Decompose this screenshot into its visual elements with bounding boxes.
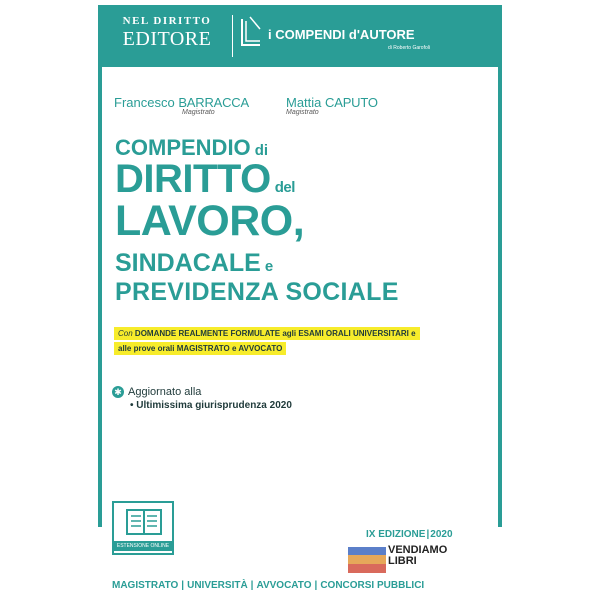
title-line4-small: e — [264, 258, 274, 275]
watermark-line2: LIBRI — [388, 555, 417, 567]
series-book-icon — [238, 15, 264, 49]
author-1-first: Francesco — [114, 95, 175, 110]
online-extension-badge — [112, 501, 174, 555]
seller-watermark — [348, 545, 458, 579]
side-strip-right — [498, 67, 502, 527]
audience-4: CONCORSI PUBBLICI — [320, 580, 425, 591]
title-line5: PREVIDENZA SOCIALE — [115, 278, 399, 306]
highlight-box — [114, 327, 494, 361]
title-line1: COMPENDIO — [115, 135, 251, 160]
edition-number: IX EDIZIONE — [366, 529, 426, 540]
publisher-line1: NEL DIRITTO — [122, 15, 212, 27]
publisher-logo — [106, 15, 228, 59]
series-curator: di Roberto Garofoli — [388, 45, 430, 51]
audience-line: MAGISTRATO | UNIVERSITÀ | AVVOCATO | CONCORSI PUBBLICI — [112, 580, 425, 591]
title-line3: LAVORO, — [115, 197, 305, 245]
highlight-line2: alle prove orali MAGISTRATO e AVVOCATO — [114, 342, 286, 355]
title-line2-small: del — [274, 179, 295, 196]
author-1-last: BARRACCA — [178, 95, 249, 110]
audience-2: UNIVERSITÀ — [187, 580, 248, 591]
highlight-prefix: Con — [118, 329, 133, 338]
highlight-line1: DOMANDE REALMENTE FORMULATE agli ESAMI ORALI UNIVERSITARI e — [134, 329, 416, 338]
update-label: Aggiornato alla — [128, 386, 202, 398]
flag-icon — [348, 547, 386, 573]
publisher-line2: EDITORE — [122, 28, 212, 50]
title-line2: DIRITTO — [115, 157, 271, 201]
update-note — [112, 386, 412, 416]
watermark-line1: VENDIAMO — [388, 544, 448, 556]
online-extension-label: ESTENSIONE ONLINE — [114, 541, 172, 551]
authors — [114, 95, 494, 125]
audience-3: AVVOCATO — [256, 580, 312, 591]
author-2-last: CAPUTO — [325, 95, 378, 110]
title-line4: SINDACALE — [115, 249, 261, 277]
series-logo — [238, 15, 500, 59]
header-divider — [232, 15, 233, 57]
title-line1-small: di — [254, 142, 269, 159]
top-band — [98, 5, 502, 67]
edition-label: IX EDIZIONE|2020 — [366, 529, 453, 540]
author-2 — [286, 95, 378, 116]
audience-1: MAGISTRATO — [112, 580, 179, 591]
author-1 — [114, 95, 249, 116]
series-name: i COMPENDI d'AUTORE — [268, 27, 415, 42]
side-strip-left — [98, 67, 102, 527]
book-cover — [98, 5, 502, 595]
open-book-icon — [126, 509, 162, 535]
author-1-role: Magistrato — [182, 109, 215, 116]
star-icon: ✱ — [112, 386, 124, 398]
author-2-role: Magistrato — [286, 109, 319, 116]
author-2-first: Mattia — [286, 95, 322, 110]
update-bullet: • Ultimissima giurisprudenza 2020 — [130, 400, 292, 411]
edition-year: 2020 — [430, 529, 453, 540]
